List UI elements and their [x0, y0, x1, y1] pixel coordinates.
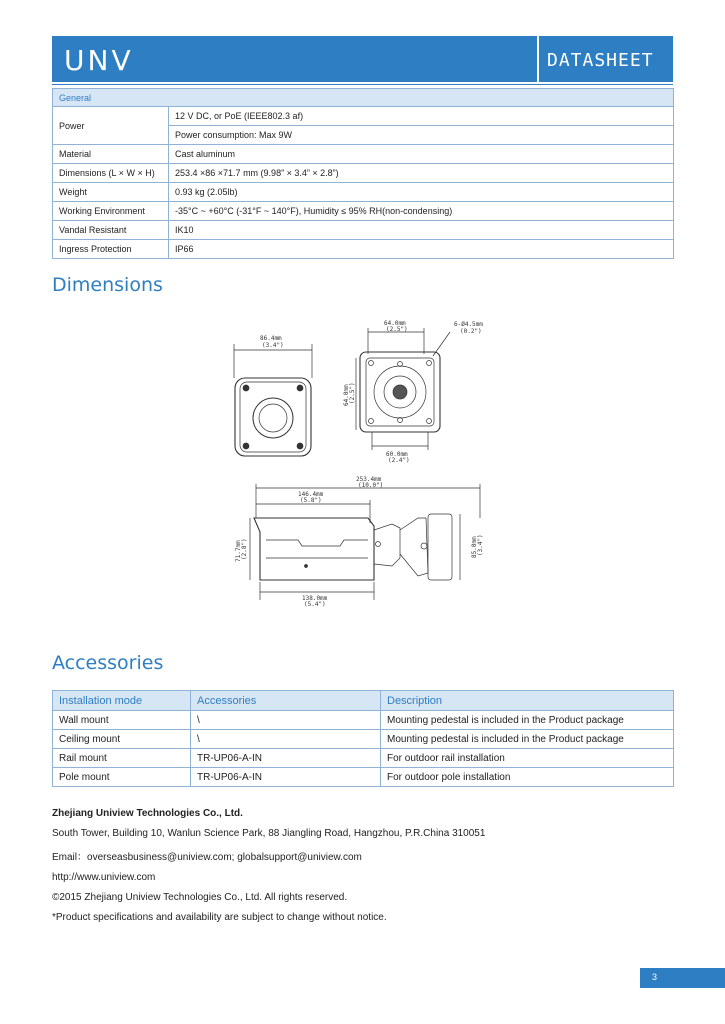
table-row — [53, 768, 674, 787]
company-website[interactable]: http://www.uniview.com — [52, 872, 156, 883]
col-header: Description — [381, 691, 674, 711]
table-cell: Mounting pedestal is included in the Product package — [381, 711, 674, 730]
spec-value: IP66 — [169, 240, 674, 259]
spec-key: Material — [53, 145, 169, 164]
spec-value: 12 V DC, or PoE (IEEE802.3 af) — [169, 107, 674, 126]
accessories-table — [52, 690, 674, 787]
company-address: South Tower, Building 10, Wanlun Science Park, 88 Jiangling Road, Hangzhou, P.R.China 310051 — [52, 828, 486, 839]
dim-length: 253.4mm — [356, 476, 382, 483]
page-number-box — [640, 968, 725, 988]
company-name: Zhejiang Uniview Technologies Co., Ltd. — [52, 808, 243, 819]
dim-holes-in: (0.2") — [460, 328, 482, 335]
page-header — [52, 36, 673, 82]
col-header: Installation mode — [53, 691, 191, 711]
dim-front-width: 86.4mm — [260, 335, 282, 342]
dim-rear-width: 64.0mm — [384, 320, 406, 327]
spec-value: IK10 — [169, 221, 674, 240]
spec-section-header: General — [53, 89, 674, 107]
spec-value: -35°C ~ +60°C (-31°F ~ 140°F), Humidity ≤ 95% RH(non-condensing) — [169, 202, 674, 221]
table-cell: For outdoor pole installation — [381, 768, 674, 787]
front-view — [234, 344, 312, 456]
spec-key: Dimensions (L × W × H) — [53, 164, 169, 183]
dim-rear-height-in: (2.5") — [349, 382, 356, 404]
spec-value: 253.4 ×86 ×71.7 mm (9.98” × 3.4” × 2.8”) — [169, 164, 674, 183]
dim-bottom-in: (5.4") — [304, 601, 326, 608]
dim-height: 71.7mm — [235, 540, 242, 562]
dim-holes: 6-Ø4.5mm — [454, 321, 483, 328]
spec-table — [52, 88, 674, 259]
table-cell: TR-UP06-A-IN — [191, 768, 381, 787]
dimensions-heading: Dimensions — [52, 274, 163, 296]
spec-value: 0.93 kg (2.05lb) — [169, 183, 674, 202]
dim-rear-height: 64.0mm — [343, 384, 350, 406]
copyright: ©2015 Zhejiang Uniview Technologies Co., Ltd. All rights reserved. — [52, 892, 348, 903]
rear-view — [356, 328, 450, 450]
dim-length-in: (10.0") — [358, 482, 384, 489]
spec-value: Cast aluminum — [169, 145, 674, 164]
page-number: 3 — [652, 972, 658, 982]
table-cell: For outdoor rail installation — [381, 749, 674, 768]
header-divider — [52, 84, 673, 85]
side-view — [250, 484, 480, 600]
dim-height-in: (2.8") — [241, 538, 248, 560]
datasheet-label: DATASHEET — [547, 50, 654, 71]
datasheet-badge — [537, 36, 673, 82]
dim-mount-in: (3.4") — [477, 534, 484, 556]
table-cell: \ — [191, 711, 381, 730]
table-cell: Ceiling mount — [53, 730, 191, 749]
table-row — [53, 730, 674, 749]
dim-rear-width-in: (2.5") — [386, 326, 408, 333]
table-cell: Rail mount — [53, 749, 191, 768]
spec-key: Power — [53, 107, 169, 145]
dim-bottom: 138.0mm — [302, 595, 328, 602]
company-email[interactable]: Email：overseasbusiness@uniview.com; globalsupport@uniview.com — [52, 852, 362, 863]
table-cell: TR-UP06-A-IN — [191, 749, 381, 768]
accessories-heading: Accessories — [52, 652, 164, 674]
spec-key: Weight — [53, 183, 169, 202]
spec-key: Working Environment — [53, 202, 169, 221]
dim-mount: 85.0mm — [471, 536, 478, 558]
col-header: Accessories — [191, 691, 381, 711]
dim-front-width-in: (3.4") — [262, 342, 284, 349]
table-cell: Pole mount — [53, 768, 191, 787]
dim-body-in: (5.8") — [300, 497, 322, 504]
table-cell: Wall mount — [53, 711, 191, 730]
spec-key: Vandal Resistant — [53, 221, 169, 240]
table-cell: \ — [191, 730, 381, 749]
table-row — [53, 711, 674, 730]
dim-body: 146.4mm — [298, 491, 324, 498]
brand-logo: UNV — [64, 44, 134, 77]
spec-value: Power consumption: Max 9W — [169, 126, 674, 145]
notice: *Product specifications and availability are subject to change without notice. — [52, 912, 387, 923]
dim-rear-base: 60.0mm — [386, 451, 408, 458]
spec-key: Ingress Protection — [53, 240, 169, 259]
dimension-drawing — [228, 318, 498, 608]
company-footer — [52, 808, 485, 932]
table-row — [53, 749, 674, 768]
table-cell: Mounting pedestal is included in the Product package — [381, 730, 674, 749]
dim-rear-base-in: (2.4") — [388, 457, 410, 464]
